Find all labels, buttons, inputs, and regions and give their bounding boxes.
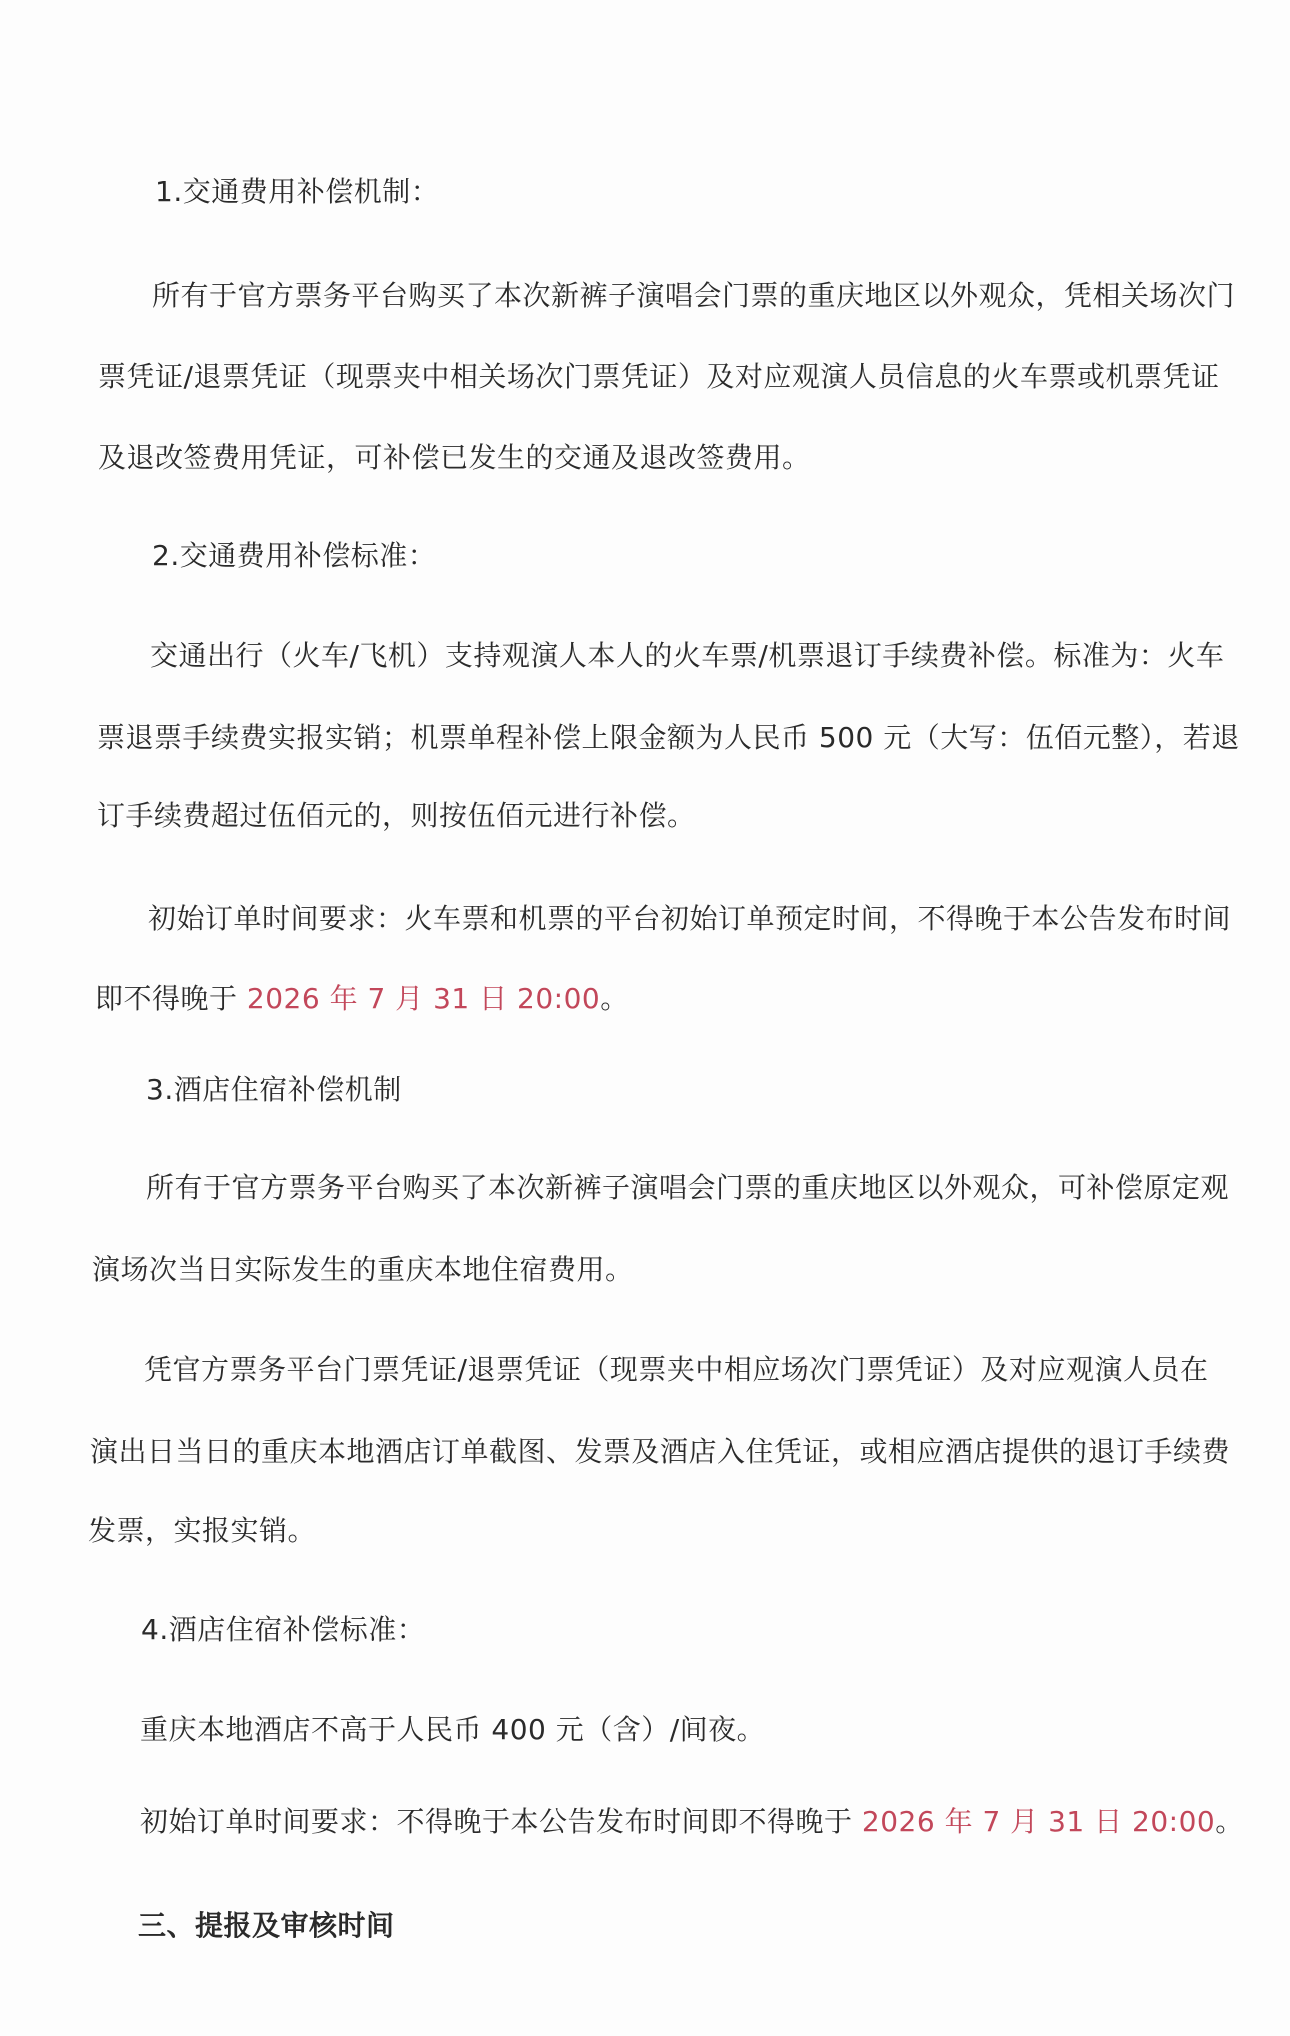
section-2-paragraph-1-line-2: 票退票手续费实报实销；机票单程补偿上限金额为人民币 500 元（大写：伍佰元整），若退 (97, 721, 1240, 754)
section-2-paragraph-1-line-1: 交通出行（火车/飞机）支持观演人本人的火车票/机票退订手续费补偿。标准为：火车 (150, 639, 1225, 672)
section-3-paragraph-2-line-1: 凭官方票务平台门票凭证/退票凭证（现票夹中相应场次门票凭证）及对应观演人员在 (144, 1353, 1209, 1386)
deadline-date: 2026 年 7 月 31 日 20:00 (246, 982, 601, 1015)
section-4-paragraph-1: 重庆本地酒店不高于人民币 400 元（含）/间夜。 (140, 1713, 766, 1746)
section-2-paragraph-2-line-1: 初始订单时间要求：火车票和机票的平台初始订单预定时间，不得晚于本公告发布时间 (148, 902, 1232, 935)
section-1-paragraph-line-3: 及退改签费用凭证，可补偿已发生的交通及退改签费用。 (98, 441, 811, 474)
section-1-paragraph-line-2: 票凭证/退票凭证（现票夹中相关场次门票凭证）及对应观演人员信息的火车票或机票凭证 (98, 360, 1220, 393)
section-4-paragraph-2 (140, 1802, 1244, 1842)
deadline-prefix: 初始订单时间要求：不得晚于本公告发布时间即不得晚于 (140, 1805, 862, 1838)
section-1-paragraph-line-1: 所有于官方票务平台购买了本次新裤子演唱会门票的重庆地区以外观众，凭相关场次门 (152, 279, 1236, 312)
section-2-heading: 2.交通费用补偿标准： (152, 539, 437, 572)
section-3-paragraph-1-line-2: 演场次当日实际发生的重庆本地住宿费用。 (92, 1253, 634, 1286)
section-3-paragraph-2-line-2: 演出日当日的重庆本地酒店订单截图、发票及酒店入住凭证，或相应酒店提供的退订手续费 (90, 1435, 1231, 1468)
deadline-prefix: 即不得晚于 (95, 982, 247, 1015)
section-1-heading: 1.交通费用补偿机制： (155, 175, 440, 208)
deadline-suffix: 。 (1215, 1805, 1244, 1838)
section-3-paragraph-2-line-3: 发票，实报实销。 (88, 1514, 317, 1547)
section-2-paragraph-1-line-3: 订手续费超过伍佰元的，则按伍佰元进行补偿。 (97, 799, 696, 832)
section-2-paragraph-2-line-2 (95, 979, 629, 1019)
section-3-paragraph-1-line-1: 所有于官方票务平台购买了本次新裤子演唱会门票的重庆地区以外观众，可补偿原定观 (146, 1171, 1230, 1204)
section-3-heading: 3.酒店住宿补偿机制 (146, 1073, 402, 1106)
deadline-suffix: 。 (600, 982, 629, 1015)
section-three-heading: 三、提报及审核时间 (138, 1909, 395, 1942)
section-4-heading: 4.酒店住宿补偿标准： (141, 1613, 426, 1646)
deadline-date: 2026 年 7 月 31 日 20:00 (861, 1805, 1216, 1838)
